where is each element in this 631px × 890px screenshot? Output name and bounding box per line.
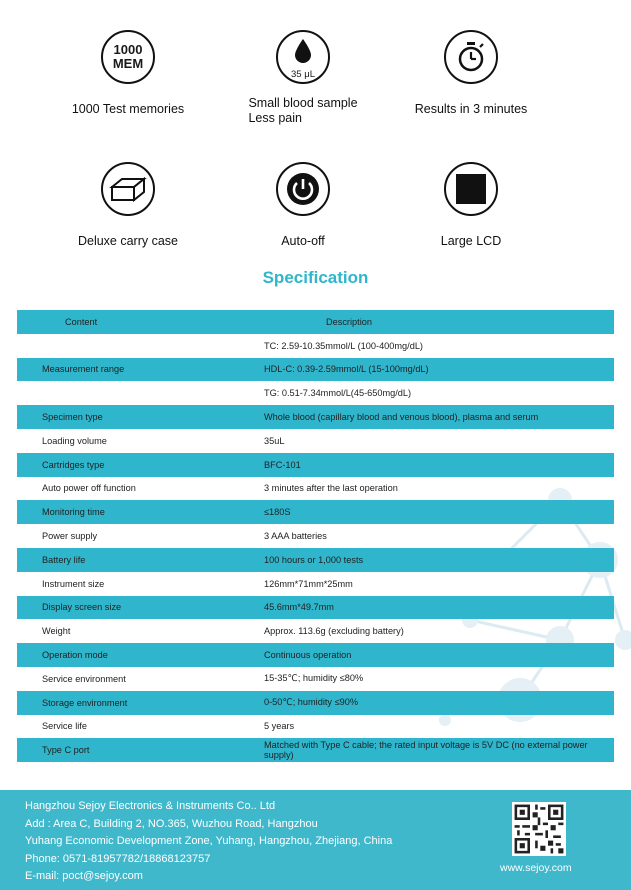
row-content: Cartridges type [17, 453, 264, 477]
carry-case-icon [101, 162, 155, 216]
row-content: Operation mode [17, 643, 264, 667]
row-description: Continuous operation [264, 643, 614, 667]
measurement-range-label: Measurement range [17, 358, 264, 382]
row-content: Battery life [17, 548, 264, 572]
feature-label-line-2: Less pain [248, 111, 302, 125]
feature-large-lcd [371, 162, 571, 249]
qr-code[interactable] [512, 802, 566, 856]
table-header-row [17, 310, 614, 334]
table-row [17, 453, 614, 477]
header-content: Content [17, 310, 264, 334]
row-description: Matched with Type C cable; the rated input voltage is 5V DC (no external power supply) [264, 738, 614, 762]
row-description: 3 AAA batteries [264, 531, 327, 542]
table-row [17, 691, 614, 715]
memory-icon-text-2: MEM [112, 56, 144, 71]
company-name: Hangzhou Sejoy Electronics & Instruments Co.. Ltd [25, 800, 276, 812]
email[interactable]: E-mail: poct@sejoy.com [25, 870, 143, 883]
lcd-icon [444, 162, 498, 216]
row-content: Service life [42, 721, 87, 732]
feature-carry-case [28, 162, 228, 249]
table-row [17, 715, 614, 739]
feature-label: Large LCD [440, 234, 502, 248]
row-content: Display screen size [17, 596, 264, 620]
table-row [17, 572, 614, 596]
feature-label-line-1: Small blood sample [248, 96, 358, 110]
table-row [17, 524, 614, 548]
row-content: Service environment [42, 673, 126, 684]
power-icon [276, 162, 330, 216]
row-content: Monitoring time [17, 500, 264, 524]
row-description: Whole blood (capillary blood and venous blood), plasma and serum [264, 405, 614, 429]
row-content: Instrument size [42, 578, 105, 589]
row-content: Specimen type [17, 405, 264, 429]
row-description: 126mm*71mm*25mm [264, 578, 353, 589]
memory-icon-text-1: 1000 [113, 42, 143, 57]
table-row [17, 405, 614, 429]
feature-memory [28, 30, 228, 117]
row-content: Loading volume [42, 435, 107, 446]
footer [0, 790, 631, 890]
website[interactable]: www.sejoy.com [500, 862, 572, 874]
row-content: Auto power off function [42, 483, 136, 494]
table-row [17, 548, 614, 572]
address-line-1: Add : Area C, Building 2, NO.365, Wuzhou Road, Hangzhou [25, 817, 318, 830]
table-row [17, 596, 614, 620]
row-description: 15-35℃; humidity ≤80% [264, 673, 364, 684]
phone: Phone: 0571-81957782/18868123757 [25, 852, 211, 865]
feature-label: Results in 3 minutes [414, 102, 528, 116]
row-content: Power supply [42, 531, 98, 542]
blood-drop-icon [276, 30, 330, 84]
header-description: Description [264, 310, 614, 334]
table-row [17, 500, 614, 524]
row-description: BFC-101 [264, 453, 614, 477]
spec-table [17, 310, 614, 762]
row-content: Weight [42, 626, 71, 637]
table-row [17, 477, 614, 501]
row-description: 45.6mm*49.7mm [264, 596, 614, 620]
row-content: Type C port [17, 738, 264, 762]
table-row [17, 358, 614, 382]
memory-icon [101, 30, 155, 84]
table-row [17, 429, 614, 453]
row-description: 35uL [264, 435, 285, 446]
row-description: 0-50℃; humidity ≤90% [264, 691, 614, 715]
table-row [17, 643, 614, 667]
address-line-2: Yuhang Economic Development Zone, Yuhang, Hangzhou, Zhejiang, China [25, 835, 393, 848]
row-description: 100 hours or 1,000 tests [264, 548, 614, 572]
stopwatch-icon [444, 30, 498, 84]
feature-results-time [371, 30, 571, 117]
feature-label: Deluxe carry case [77, 234, 179, 248]
table-row [17, 738, 614, 762]
table-row [17, 619, 614, 643]
feature-label [248, 96, 357, 126]
row-content: Storage environment [17, 691, 264, 715]
row-description: ≤180S [264, 500, 614, 524]
measurement-tg: TG: 0.51-7.34mmol/L(45-650mg/dL) [264, 388, 412, 399]
blood-volume-text: 35 μL [291, 69, 315, 80]
table-row [17, 334, 614, 358]
table-row [17, 667, 614, 691]
measurement-hdl: HDL-C: 0.39-2.59mmol/L (15-100mg/dL) [264, 358, 614, 382]
spec-title: Specification [262, 268, 369, 287]
feature-label: 1000 Test memories [71, 102, 185, 116]
row-description: Approx. 113.6g (excluding battery) [264, 626, 404, 637]
table-row [17, 381, 614, 405]
feature-label: Auto-off [281, 234, 325, 248]
row-description: 5 years [264, 721, 295, 732]
row-description: 3 minutes after the last operation [264, 483, 398, 494]
measurement-tc: TC: 2.59-10.35mmol/L (100-400mg/dL) [264, 340, 423, 351]
